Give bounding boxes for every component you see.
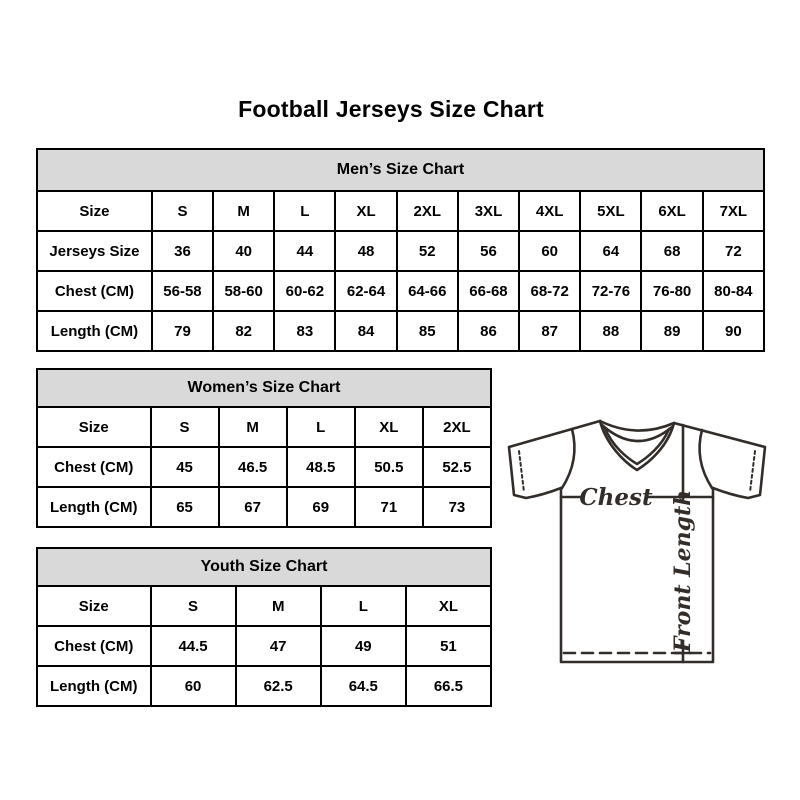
men-col-header-l: L [274, 191, 335, 231]
men-length-cm-2xl: 85 [397, 311, 458, 351]
women-chest-cm-s: 45 [151, 447, 219, 487]
men-chest-cm-4xl: 68-72 [519, 271, 580, 311]
women-col-header-size: Size [37, 407, 151, 447]
men-length-cm-xl: 84 [335, 311, 396, 351]
women-length-cm-xl: 71 [355, 487, 423, 527]
men-title-row [37, 149, 764, 191]
men-jerseys-size-2xl: 52 [397, 231, 458, 271]
youth-column-header-row [37, 586, 491, 626]
men-col-header-4xl: 4XL [519, 191, 580, 231]
men-row-label-jerseys-size: Jerseys Size [37, 231, 152, 271]
women-chest-cm-l: 48.5 [287, 447, 355, 487]
women-length-cm-m: 67 [219, 487, 287, 527]
men-jerseys-size-5xl: 64 [580, 231, 641, 271]
women-chest-cm-m: 46.5 [219, 447, 287, 487]
jersey-left-cuff-stitch [519, 451, 524, 492]
youth-length-cm-m: 62.5 [236, 666, 321, 706]
men-row-jerseys-size [37, 231, 764, 271]
womens-size-table [36, 368, 492, 528]
jersey-right-armhole-seam [700, 430, 712, 488]
youth-row-label-length-cm: Length (CM) [37, 666, 151, 706]
men-chest-cm-3xl: 66-68 [458, 271, 519, 311]
men-jerseys-size-4xl: 60 [519, 231, 580, 271]
men-row-chest-cm [37, 271, 764, 311]
youth-col-header-size: Size [37, 586, 151, 626]
men-col-header-3xl: 3XL [458, 191, 519, 231]
page-title: Football Jerseys Size Chart [238, 96, 544, 122]
men-jerseys-size-7xl: 72 [703, 231, 764, 271]
men-length-cm-7xl: 90 [703, 311, 764, 351]
women-length-cm-s: 65 [151, 487, 219, 527]
youth-length-cm-xl: 66.5 [406, 666, 491, 706]
men-chest-cm-7xl: 80-84 [703, 271, 764, 311]
jersey-collar-back-curve [600, 421, 674, 431]
jersey-right-cuff-stitch [750, 451, 755, 492]
men-chest-cm-m: 58-60 [213, 271, 274, 311]
front-length-label: Front Length [670, 489, 696, 653]
youth-row-chest-cm [37, 626, 491, 666]
women-row-chest-cm [37, 447, 491, 487]
men-chest-cm-6xl: 76-80 [641, 271, 702, 311]
men-length-cm-s: 79 [152, 311, 213, 351]
women-row-length-cm [37, 487, 491, 527]
women-length-cm-2xl: 73 [423, 487, 491, 527]
men-length-cm-4xl: 87 [519, 311, 580, 351]
women-col-header-s: S [151, 407, 219, 447]
men-row-label-length-cm: Length (CM) [37, 311, 152, 351]
men-col-header-size: Size [37, 191, 152, 231]
men-col-header-s: S [152, 191, 213, 231]
men-jerseys-size-6xl: 68 [641, 231, 702, 271]
women-title-row [37, 369, 491, 407]
men-col-header-7xl: 7XL [703, 191, 764, 231]
men-col-header-2xl: 2XL [397, 191, 458, 231]
women-chest-cm-2xl: 52.5 [423, 447, 491, 487]
jersey-measurement-diagram [502, 398, 772, 680]
jersey-outline-illustration [502, 398, 772, 680]
women-length-cm-l: 69 [287, 487, 355, 527]
women-row-label-chest-cm: Chest (CM) [37, 447, 151, 487]
women-col-header-m: M [219, 407, 287, 447]
men-col-header-5xl: 5XL [580, 191, 641, 231]
youth-col-header-s: S [151, 586, 236, 626]
men-jerseys-size-m: 40 [213, 231, 274, 271]
men-jerseys-size-s: 36 [152, 231, 213, 271]
women-col-header-xl: XL [355, 407, 423, 447]
men-chest-cm-xl: 62-64 [335, 271, 396, 311]
men-column-header-row [37, 191, 764, 231]
women-table-title: Women’s Size Chart [37, 369, 491, 407]
youth-row-length-cm [37, 666, 491, 706]
youth-size-table [36, 547, 492, 707]
men-jerseys-size-3xl: 56 [458, 231, 519, 271]
youth-table-title: Youth Size Chart [37, 548, 491, 586]
mens-size-table [36, 148, 765, 352]
men-length-cm-m: 82 [213, 311, 274, 351]
men-row-length-cm [37, 311, 764, 351]
jersey-left-armhole-seam [562, 429, 574, 488]
men-length-cm-5xl: 88 [580, 311, 641, 351]
youth-length-cm-l: 64.5 [321, 666, 406, 706]
youth-chest-cm-xl: 51 [406, 626, 491, 666]
chest-label: Chest [579, 484, 653, 511]
youth-col-header-l: L [321, 586, 406, 626]
men-length-cm-6xl: 89 [641, 311, 702, 351]
women-chest-cm-xl: 50.5 [355, 447, 423, 487]
men-table-title: Men’s Size Chart [37, 149, 764, 191]
youth-length-cm-s: 60 [151, 666, 236, 706]
women-col-header-2xl: 2XL [423, 407, 491, 447]
youth-chest-cm-s: 44.5 [151, 626, 236, 666]
men-chest-cm-s: 56-58 [152, 271, 213, 311]
men-col-header-xl: XL [335, 191, 396, 231]
youth-col-header-xl: XL [406, 586, 491, 626]
men-chest-cm-l: 60-62 [274, 271, 335, 311]
men-col-header-6xl: 6XL [641, 191, 702, 231]
youth-row-label-chest-cm: Chest (CM) [37, 626, 151, 666]
women-column-header-row [37, 407, 491, 447]
women-col-header-l: L [287, 407, 355, 447]
men-length-cm-3xl: 86 [458, 311, 519, 351]
youth-chest-cm-l: 49 [321, 626, 406, 666]
men-chest-cm-5xl: 72-76 [580, 271, 641, 311]
youth-col-header-m: M [236, 586, 321, 626]
men-length-cm-l: 83 [274, 311, 335, 351]
youth-chest-cm-m: 47 [236, 626, 321, 666]
men-jerseys-size-xl: 48 [335, 231, 396, 271]
men-jerseys-size-l: 44 [274, 231, 335, 271]
men-chest-cm-2xl: 64-66 [397, 271, 458, 311]
women-row-label-length-cm: Length (CM) [37, 487, 151, 527]
men-row-label-chest-cm: Chest (CM) [37, 271, 152, 311]
youth-title-row [37, 548, 491, 586]
men-col-header-m: M [213, 191, 274, 231]
